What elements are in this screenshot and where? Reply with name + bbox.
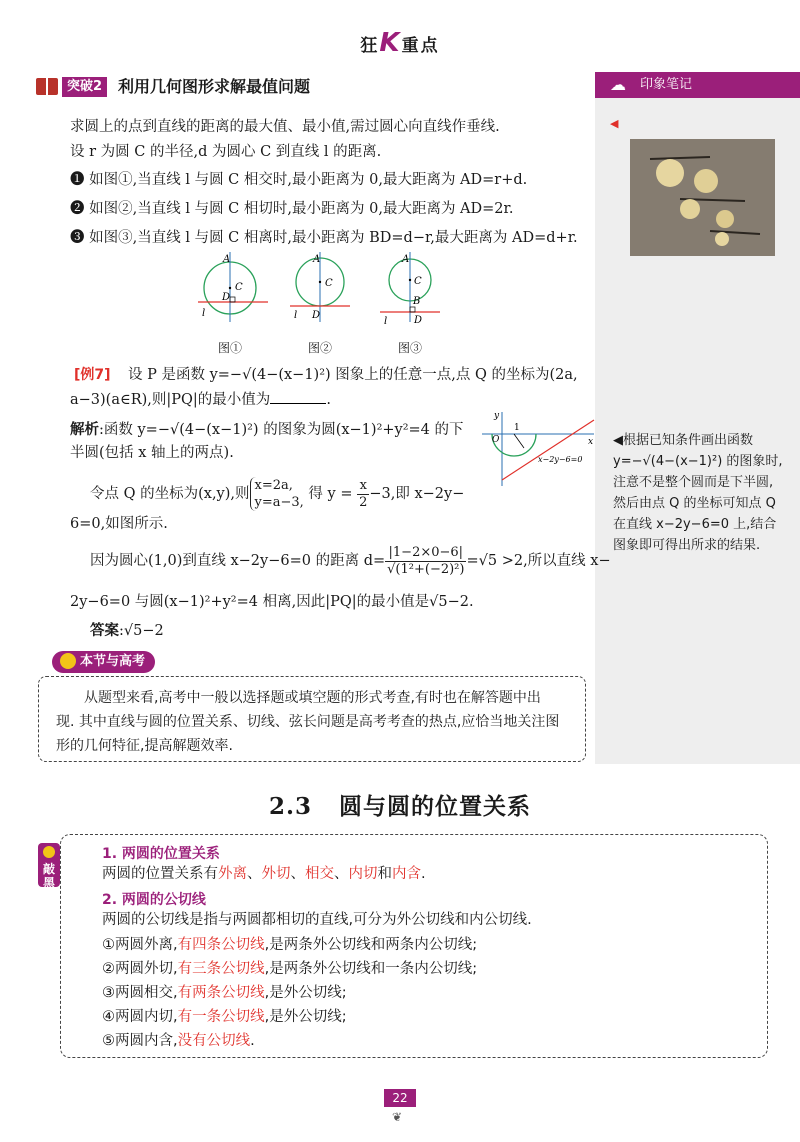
page-ornament: ❦ — [392, 1110, 403, 1124]
case-3-num: ❸ — [70, 230, 85, 246]
example-question-end: . — [326, 392, 331, 408]
fig3-label-l: l — [384, 316, 388, 327]
solution-text-1: :函数 y=−√(4−(x−1)²) 的图象为圆(x−1)²+y²=4 的下 — [99, 422, 464, 438]
answer-blank — [270, 391, 326, 404]
solution-line-5 — [90, 544, 611, 578]
fig1-label-d: D — [222, 292, 231, 303]
case-1-num: ❶ — [70, 172, 85, 188]
book-icon — [36, 78, 58, 95]
solution-text-3c: −3,即 x−2y− — [369, 486, 465, 502]
case-2-num: ❷ — [70, 201, 85, 217]
graph-tick-1: 1 — [514, 423, 520, 433]
tangent-row-5 — [102, 1030, 255, 1052]
answer-line — [90, 621, 164, 641]
running-header — [0, 28, 800, 58]
answer-value: :√5−2 — [119, 623, 164, 639]
case-1-text: 如图①,当直线 l 与圆 C 相交时,最小距离为 0,最大距离为 AD=r+d. — [89, 172, 528, 188]
relation-3: 相交 — [305, 866, 334, 882]
knowledge-heading-1: 1. 两圆的位置关系 — [102, 846, 220, 862]
row-4-pre: ④两圆内切, — [102, 1009, 178, 1025]
solution-text-3b: 得 y = — [308, 486, 353, 502]
graph-y-axis-label: y — [494, 411, 500, 421]
row-1-key: 有四条公切线 — [177, 937, 265, 953]
example-tag: [例7] — [74, 367, 111, 383]
row-5-pre: ⑤两圆内含, — [102, 1033, 178, 1049]
fraction-num: x — [357, 478, 369, 495]
sidebar-title: 印象笔记 — [640, 77, 693, 92]
fig3-label-c: C — [414, 276, 422, 287]
row-1-pre: ①两圆外离, — [102, 937, 178, 953]
case-3-text: 如图③,当直线 l 与圆 C 相离时,最小距离为 BD=d−r,最大距离为 AD=d+r. — [89, 230, 578, 246]
example-question-line-1: 设 P 是函数 y=−√(4−(x−1)²) 图象上的任意一点,点 Q 的坐标为(2a, — [128, 367, 578, 383]
example-question-line-2 — [70, 390, 331, 410]
solution-text-3a: 令点 Q 的坐标为(x,y),则 — [90, 486, 250, 502]
sidebar-arrow-marker: ◀ — [610, 117, 619, 130]
tangent-row-2 — [102, 958, 477, 980]
knowledge-side-label: 敲黑板 — [42, 862, 55, 904]
relations-pre: 两圆的位置关系有 — [102, 866, 218, 882]
fig1-label-a: A — [223, 254, 231, 265]
tangent-row-4 — [102, 1006, 347, 1028]
figure-1-caption: 图① — [218, 341, 243, 355]
row-3-pre: ③两圆相交, — [102, 985, 178, 1001]
fig2-label-c: C — [325, 278, 333, 289]
distance-den: √(1²+(−2)²) — [387, 561, 465, 577]
solution-text-5b: =√5 >2,所以直线 x− — [466, 553, 611, 569]
exam-text — [56, 686, 576, 758]
exam-line-1: 从题型来看,高考中一般以选择题或填空题的形式考查,有时也在解答题中出 — [84, 690, 541, 706]
solution-line-4: 6=0,如图所示. — [70, 516, 168, 532]
row-1-post: ,是两条外公切线和两条内公切线; — [264, 937, 478, 953]
figure-3-drawing — [380, 252, 440, 322]
header-pre: 狂 — [360, 36, 380, 56]
row-2-post: ,是两条外公切线和一条内公切线; — [264, 961, 478, 977]
figure-2-caption: 图② — [308, 341, 333, 355]
row-5-key: 没有公切线 — [177, 1033, 251, 1049]
solution-line-2: 半圆(包括 x 轴上的两点). — [70, 445, 234, 461]
section-tag: 突破2 — [62, 77, 107, 97]
tangent-row-1 — [102, 934, 477, 956]
fig2-label-a: A — [313, 254, 321, 265]
row-2-key: 有三条公切线 — [177, 961, 265, 977]
fig2-label-l: l — [294, 310, 298, 321]
distance-num: |1−2×0−6| — [385, 545, 466, 562]
relation-1: 外离 — [218, 866, 247, 882]
knowledge-relations — [102, 863, 426, 885]
example-question-text: a−3)(a∈R),则|PQ|的最小值为 — [70, 392, 271, 408]
system-eq-1: x=2a, — [254, 478, 293, 493]
sidebar-photo — [630, 139, 775, 256]
intro-line-2: 设 r 为圆 C 的半径,d 为圆心 C 到直线 l 的距离. — [70, 144, 382, 160]
fig1-label-l: l — [202, 308, 206, 319]
solution-text-5a: 因为圆心(1,0)到直线 x−2y−6=0 的距离 d= — [90, 553, 386, 569]
distance-fraction — [385, 545, 466, 578]
fraction-x-over-2 — [357, 478, 369, 511]
exam-tag: 本节与高考 — [52, 651, 155, 673]
row-3-post: ,是外公切线; — [264, 985, 347, 1001]
relation-4: 内切 — [348, 866, 378, 882]
circle-line-diagrams — [190, 250, 450, 330]
graph-origin-label: O — [492, 435, 500, 445]
elephant-icon: ☁ — [610, 75, 626, 94]
answer-label: 答案 — [90, 622, 119, 639]
solution-line-3 — [90, 477, 464, 511]
figure-1-drawing — [198, 252, 268, 322]
sidebar-note: ◀根据已知条件画出函数 y=−√(4−(x−1)²) 的图象时,注意不是整个圆而是下半圆,然后由点 Q 的坐标可知点 Q 在直线 x−2y−6=0 上,结合图象即可得出所求的结果. — [613, 433, 783, 553]
case-2-text: 如图②,当直线 l 与圆 C 相切时,最小距离为 0,最大距离为 AD=2r. — [89, 201, 514, 217]
header-k-logo: K — [379, 28, 402, 58]
case-2 — [70, 199, 513, 219]
separator: 、 — [290, 866, 305, 882]
solution-line-1 — [70, 420, 464, 440]
header-post: 重点 — [401, 36, 440, 56]
knowledge-heading-2: 2. 两圆的公切线 — [102, 892, 206, 908]
fig3-label-a: A — [402, 254, 410, 265]
fraction-den: 2 — [359, 494, 368, 510]
knowledge-tangent-intro: 两圆的公切线是指与两圆都相切的直线,可分为外公切线和内公切线. — [102, 912, 532, 928]
chapter-title — [0, 788, 800, 821]
photo-illustration — [630, 139, 775, 256]
separator: 、 — [247, 866, 262, 882]
graph-x-axis-label: x — [588, 437, 594, 447]
section-title: 利用几何图形求解最值问题 — [118, 77, 311, 96]
system-eq-2: y=a−3, — [254, 495, 304, 510]
row-3-key: 有两条公切线 — [177, 985, 265, 1001]
intro-line-1: 求圆上的点到直线的距离的最大值、最小值,需过圆心向直线作垂线. — [70, 119, 500, 135]
period: . — [421, 866, 426, 882]
graph-line-label: x−2y−6=0 — [538, 455, 583, 464]
relation-2: 外切 — [261, 866, 291, 882]
exam-line-2: 现. 其中直线与圆的位置关系、切线、弦长问题是高考考查的热点,应恰当地关注图 — [56, 714, 560, 730]
separator: 、 — [334, 866, 349, 882]
conjunction: 和 — [377, 866, 392, 882]
fig3-label-b: B — [413, 296, 421, 307]
row-2-pre: ②两圆外切, — [102, 961, 178, 977]
example-graph — [480, 408, 598, 488]
solution-label: 解析 — [70, 421, 99, 438]
fig1-label-c: C — [235, 282, 243, 293]
exam-line-3: 形的几何特征,提高解题效率. — [56, 738, 233, 754]
tangent-row-3 — [102, 982, 347, 1004]
fig3-label-d: D — [414, 315, 423, 326]
row-4-post: ,是外公切线; — [264, 1009, 347, 1025]
fig2-label-d: D — [312, 310, 321, 321]
case-3 — [70, 228, 578, 248]
bulb-icon — [60, 653, 76, 669]
case-1 — [70, 170, 527, 190]
solution-line-6: 2y−6=0 与圆(x−1)²+y²=4 相离,因此|PQ|的最小值是√5−2. — [70, 594, 474, 610]
relation-5: 内含 — [392, 866, 421, 882]
chapter-title-text: 圆与圆的位置关系 — [339, 793, 532, 820]
row-4-key: 有一条公切线 — [177, 1009, 265, 1025]
figure-3-caption: 图③ — [398, 341, 423, 355]
row-5-post: . — [250, 1033, 255, 1049]
page-number: 22 — [384, 1089, 416, 1107]
chapter-number: 2.3 — [268, 793, 312, 820]
equation-system — [250, 477, 304, 511]
bulb-icon-small — [43, 846, 55, 858]
